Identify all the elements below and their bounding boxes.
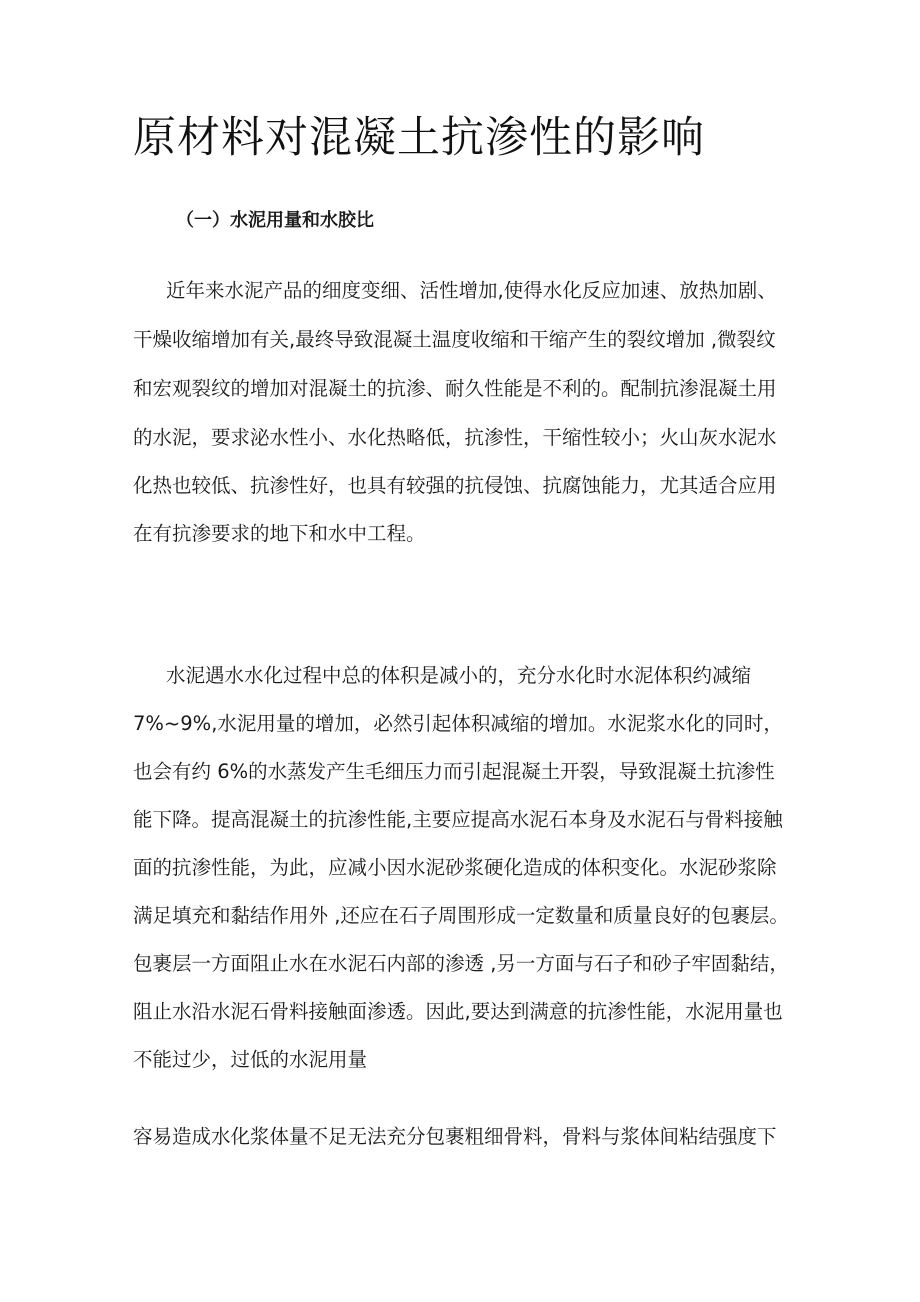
paragraph-line: 在有抗渗要求的地下和水中工程。 [133,522,426,545]
paragraph-line: 满足填充和黏结作用外 ,还应在石子周围形成一定数量和质量良好的包裹层。 [133,904,789,927]
paragraph-line: 的水泥，要求泌水性小、水化热略低，抗渗性，干缩性较小；火山灰水泥水 [133,426,777,449]
paragraph-line: 容易造成水化浆体量不足无法充分包裹粗细骨料，骨料与浆体间粘结强度下 [133,1125,777,1148]
paragraph-line: 面的抗渗性能，为此，应减小因水泥砂浆硬化造成的体积变化。水泥砂浆除 [133,856,777,879]
paragraph-line: 化热也较低、抗渗性好，也具有较强的抗侵蚀、抗腐蚀能力，尤其适合应用 [133,474,777,497]
paragraph-line: 干燥收缩增加有关,最终导致混凝土温度收缩和干缩产生的裂纹增加 ,微裂纹 [133,328,776,351]
paragraph-line: 不能过少，过低的水泥用量 [133,1048,368,1071]
paragraph-line: 7%~9%,水泥用量的增加，必然引起体积减缩的增加。水泥浆水化的同时， [133,712,783,735]
paragraph-line: 能下降。提高混凝土的抗渗性能,主要应提高水泥石本身及水泥石与骨料接触 [133,808,783,831]
paragraph-line: 水泥遇水水化过程中总的体积是减小的，充分水化时水泥体积约减缩 [166,664,752,687]
paragraph-line: 近年来水泥产品的细度变细、活性增加,使得水化反应加速、放热加剧、 [166,279,777,302]
paragraph-line: 包裹层一方面阻止水在水泥石内部的渗透 ,另一方面与石子和砂子牢固黏结， [133,952,789,975]
paragraph-line: 阻止水沿水泥石骨料接触面渗透。因此,要达到满意的抗渗性能，水泥用量也 [133,1000,783,1023]
section-heading: （一）水泥用量和水胶比 [176,210,374,231]
paragraph-line: 也会有约 6%的水蒸发产生毛细压力而引起混凝土开裂，导致混凝土抗渗性 [133,760,775,783]
document-title: 原材料对混凝土抗渗性的影响 [133,113,705,163]
paragraph-line: 和宏观裂纹的增加对混凝土的抗渗、耐久性能是不利的。配制抗渗混凝土用 [133,377,777,400]
